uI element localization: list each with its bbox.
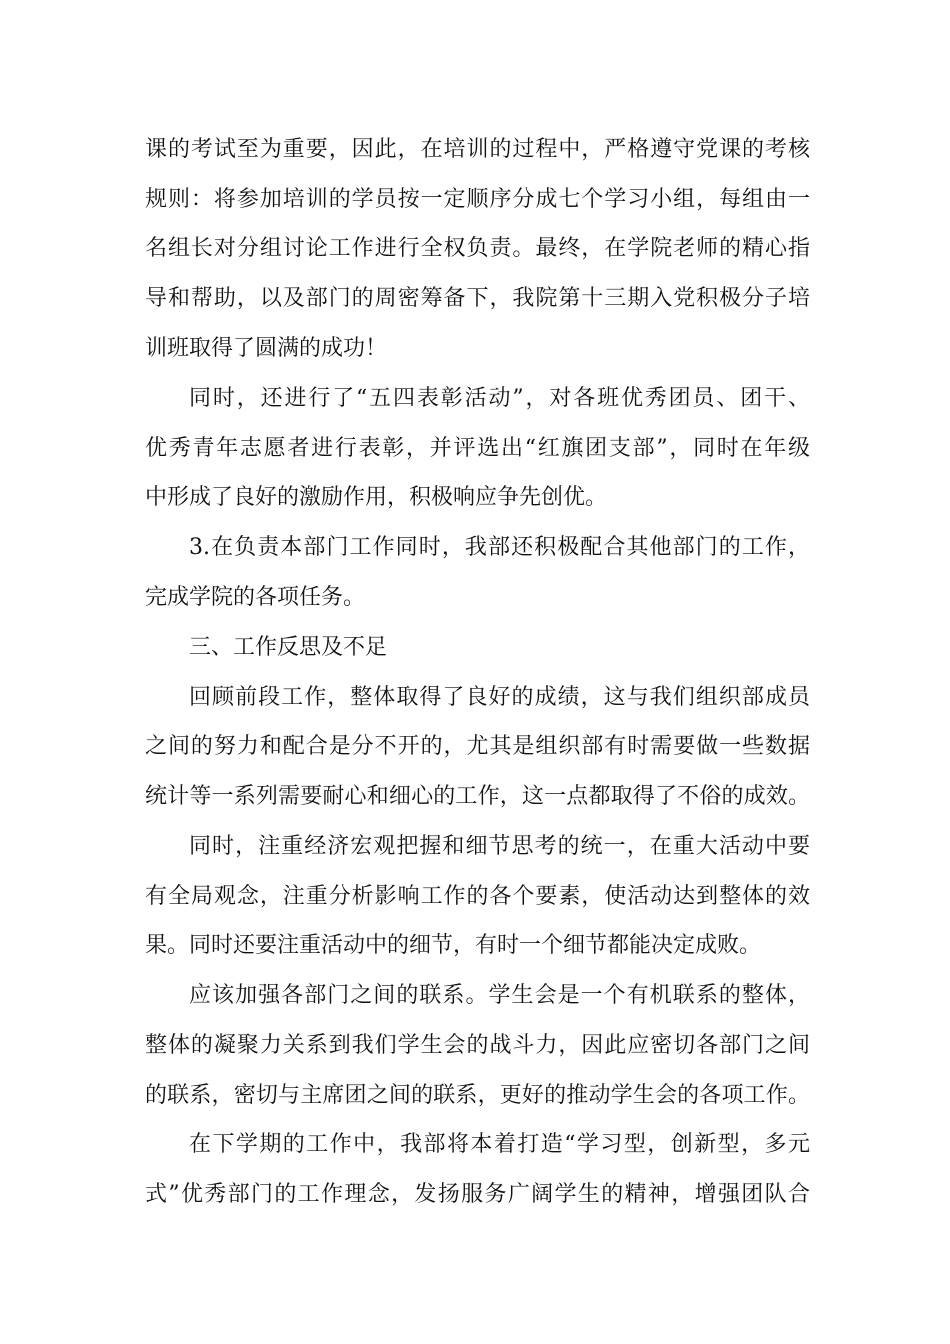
paragraph-first-line: 3.在负责本部门工作同时，我部还积极配合其他部门的工作，	[189, 535, 810, 560]
text-line: 规则：将参加培训的学员按一定顺序分成七个学习小组，每组由一	[145, 187, 810, 212]
paragraph-first-line: 同时，注重经济宏观把握和细节思考的统一，在重大活动中要	[189, 834, 810, 859]
text-line: 训班取得了圆满的成功！	[145, 336, 388, 361]
paragraph-first-line: 在下学期的工作中，我部将本着打造“学习型，创新型，多元	[189, 1132, 810, 1157]
text-line: 中形成了良好的激励作用，积极响应争先创优。	[145, 485, 608, 510]
text-line: 名组长对分组讨论工作进行全权负责。最终，在学院老师的精心指	[145, 236, 810, 261]
text-line: 导和帮助，以及部门的周密筹备下，我院第十三期入党积极分子培	[145, 286, 810, 311]
text-line: 之间的努力和配合是分不开的，尤其是组织部有时需要做一些数据	[145, 734, 810, 759]
text-line: 的联系，密切与主席团之间的联系，更好的推动学生会的各项工作。	[145, 1083, 810, 1108]
text-line: 整体的凝聚力关系到我们学生会的战斗力，因此应密切各部门之间	[145, 1033, 810, 1058]
text-line: 果。同时还要注重活动中的细节，有时一个细节都能决定成败。	[145, 933, 762, 958]
paragraph-first-line: 同时，还进行了“五四表彰活动”，对各班优秀团员、团干、	[189, 386, 810, 411]
text-line: 优秀青年志愿者进行表彰，并评选出“红旗团支部”，同时在年级	[145, 436, 810, 461]
text-line: 式”优秀部门的工作理念，发扬服务广阔学生的精神，增强团队合	[145, 1182, 810, 1207]
text-line: 课的考试至为重要，因此，在培训的过程中，严格遵守党课的考核	[145, 137, 810, 162]
paragraph-first-line: 应该加强各部门之间的联系。学生会是一个有机联系的整体，	[189, 983, 810, 1008]
section-heading: 三、工作反思及不足	[189, 635, 388, 660]
text-line: 统计等一系列需要耐心和细心的工作，这一点都取得了不俗的成效。	[145, 784, 810, 809]
paragraph-first-line: 回顾前段工作，整体取得了良好的成绩，这与我们组织部成员	[189, 685, 810, 710]
text-line: 有全局观念，注重分析影响工作的各个要素，使活动达到整体的效	[145, 884, 810, 909]
text-line: 完成学院的各项任务。	[145, 585, 366, 610]
